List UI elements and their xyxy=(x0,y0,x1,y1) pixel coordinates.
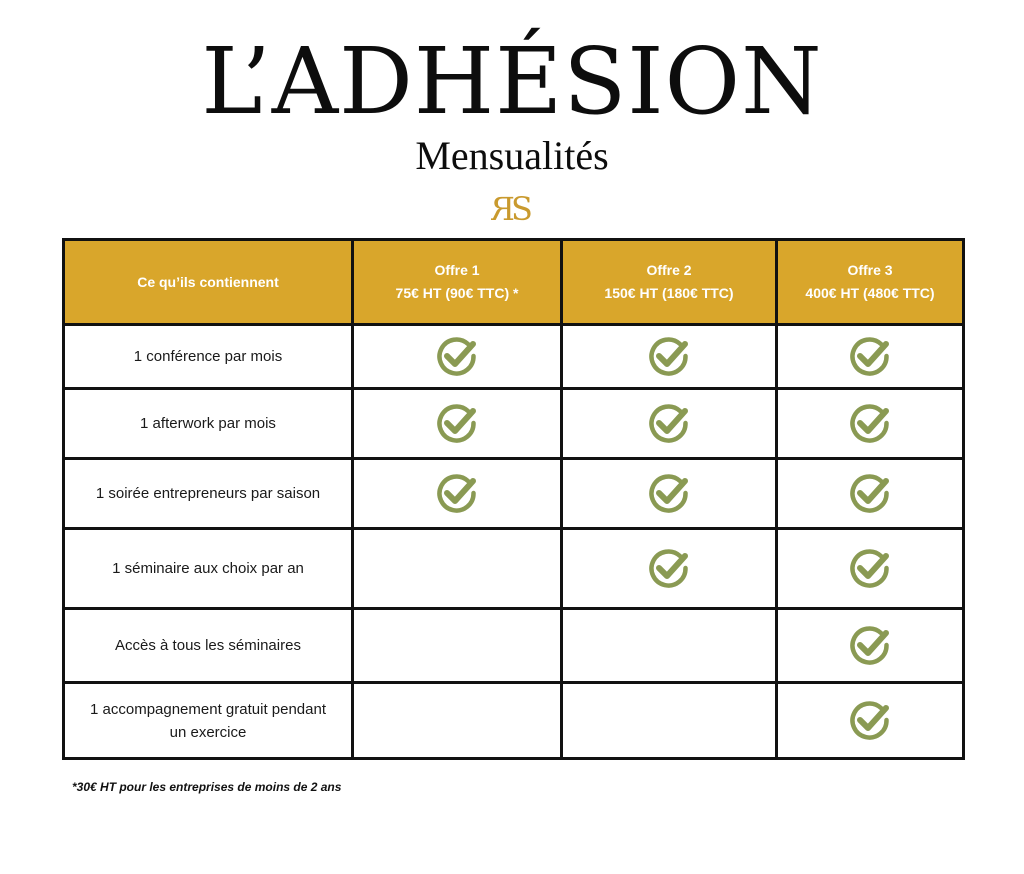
table-row xyxy=(64,389,964,459)
footnote: *30€ HT pour les entreprises de moins de 2 ans xyxy=(72,780,342,794)
check-circle-icon xyxy=(848,402,892,446)
offer-1-cell xyxy=(353,683,562,759)
page-subtitle: Mensualités xyxy=(415,133,609,178)
offer-1-cell xyxy=(353,609,562,683)
offer-2-cell xyxy=(562,609,777,683)
offer-price: 150€ HT (180€ TTC) xyxy=(604,285,734,301)
offer-1-cell xyxy=(353,389,562,459)
check-circle-icon xyxy=(647,547,691,591)
table-header-row xyxy=(64,240,964,325)
page-title: L’ADHÉSION xyxy=(201,28,823,135)
membership-table xyxy=(62,238,965,760)
feature-label: 1 séminaire aux choix par an xyxy=(64,529,353,609)
svg-text:S: S xyxy=(511,190,533,228)
offer-name: Offre 2 xyxy=(646,262,692,278)
check-circle-icon xyxy=(435,335,479,379)
offer-3-cell xyxy=(777,459,964,529)
header-offer-1 xyxy=(353,240,562,325)
check-circle-icon xyxy=(848,472,892,516)
check-circle-icon xyxy=(848,335,892,379)
check-circle-icon xyxy=(848,624,892,668)
svg-text:R: R xyxy=(491,190,515,228)
offer-3-cell xyxy=(777,325,964,389)
offer-name: Offre 3 xyxy=(847,262,893,278)
offer-price: 75€ HT (90€ TTC) * xyxy=(395,285,519,301)
offer-2-cell xyxy=(562,389,777,459)
feature-label: 1 conférence par mois xyxy=(64,325,353,389)
table-row xyxy=(64,609,964,683)
table-row xyxy=(64,325,964,389)
offer-3-cell xyxy=(777,389,964,459)
check-circle-icon xyxy=(647,335,691,379)
rs-logo xyxy=(491,188,535,228)
header-features-label: Ce qu’ils contiennent xyxy=(137,273,279,290)
check-circle-icon xyxy=(435,472,479,516)
offer-2-cell xyxy=(562,529,777,609)
offer-name: Offre 1 xyxy=(434,262,480,278)
offer-1-cell xyxy=(353,529,562,609)
feature-label: 1 accompagnement gratuit pendant un exercice xyxy=(64,683,353,759)
header-offer-3 xyxy=(777,240,964,325)
check-circle-icon xyxy=(435,402,479,446)
check-circle-icon xyxy=(848,547,892,591)
feature-label: 1 afterwork par mois xyxy=(64,389,353,459)
offer-1-cell xyxy=(353,459,562,529)
offer-2-cell xyxy=(562,325,777,389)
header-features xyxy=(64,240,353,325)
offer-price: 400€ HT (480€ TTC) xyxy=(805,285,935,301)
offer-2-cell xyxy=(562,459,777,529)
offer-3-cell xyxy=(777,609,964,683)
table-row xyxy=(64,529,964,609)
offer-3-cell xyxy=(777,683,964,759)
check-circle-icon xyxy=(647,472,691,516)
table-row xyxy=(64,683,964,759)
feature-label: 1 soirée entrepreneurs par saison xyxy=(64,459,353,529)
offer-3-cell xyxy=(777,529,964,609)
check-circle-icon xyxy=(848,699,892,743)
offer-1-cell xyxy=(353,325,562,389)
feature-label: Accès à tous les séminaires xyxy=(64,609,353,683)
header-offer-2 xyxy=(562,240,777,325)
table-row xyxy=(64,459,964,529)
check-circle-icon xyxy=(647,402,691,446)
offer-2-cell xyxy=(562,683,777,759)
